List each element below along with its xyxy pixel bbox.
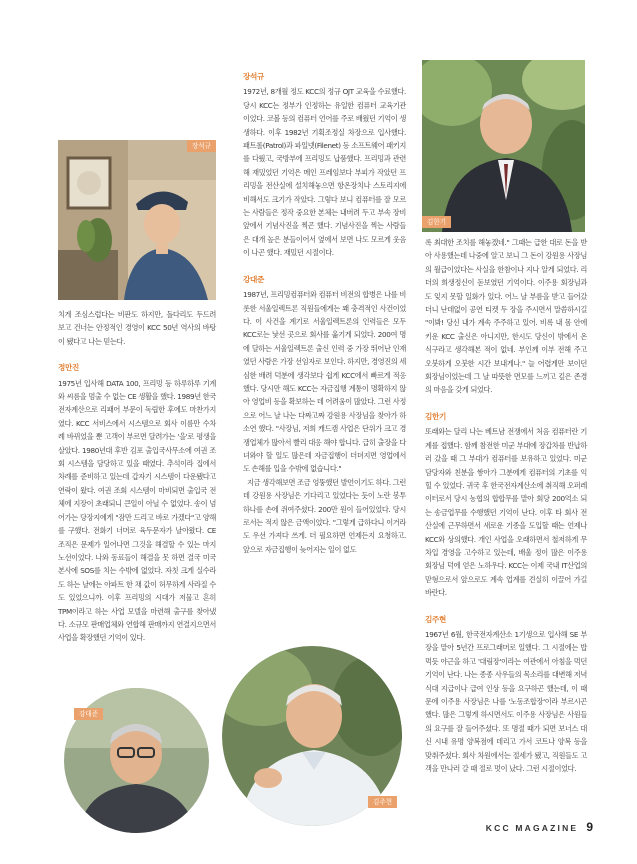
name-heading-jeong: 정만진: [58, 363, 79, 373]
name-heading-jang: 장석규: [243, 72, 264, 81]
magazine-title: KCC MAGAZINE: [485, 823, 579, 833]
caption-kang: 강대준: [74, 708, 103, 720]
caption-kim-hangi: 김한기: [422, 216, 451, 228]
testimonial-kang-part2: 지금 생각해보면 조금 엉뚱했던 발언이기도 하다. 그런데 강원용 사장님은 기다리고 있었다는 듯이 노란 봉투 하나를 손에 쥐여주셨다. 200만 원이 들어있었다. 당시로서는 적지 않은 금액이었다. "그렇게 급하다니 이거라도 우선 가져다 쓰게. 더 필요하면 언제든지 요청하고. 앞으로 자금집행이 늦어지는 일이 없도: [243, 477, 406, 554]
article-column-2: [243, 70, 406, 556]
testimonial-jeong: 1975년 입사해 DATA 100, 프리밍 등 하루하루 기계와 씨름을 멈출 수 없는 CE 생활을 했다. 1989년 한국전자계산으로 리패어 부문이 독립한 후에도 마찬가지였다. KCC 서비스에서 시스템으로 회사 이름만 수차례 바뀌었을 뿐 고객이 부르면 달려가는 '을'로 평생을 살았다. 1980년대 후반 김포 출입국사무소에 여권 조회 시스템을 담당하고 있을 때였다. 추석이라 집에서 차례를 준비하고 있는데 갑자기 시스템이 다운됐다고 연락이 왔다. 여권 조회 시스템이 마비되면 출입국 전체에 지장이 초래되니 큰일이 아닐 수 없었다. 송이 넘어가는 당장지에게 "잠만 드리고 바로 가겠다"고 양해를 구했다. 전화기 너머로 육두문자가 날아왔다. CE 조직은 문제가 일어나면 그것을 해결할 수 있는 마지노선이었다. 나와 동료들이 해결을 못 하면 결국 미국 본사에 SOS를 치는 수밖에 없었다. 자칫 크게 실수라도 하는 날에는 아파트 한 채 값이 허무하게 사라질 수도 있었으니까. 이후 프리밍의 시대가 저물고 흔히 TPM이라고 하는 사업 모델을 마련해 출구를 찾아냈다. 소규모 판매업체와 연합해 판매까지 연결지으면서 사업을 확장했던 기억이 있다.: [58, 378, 216, 643]
testimonial-kang-part1: 1987년, 프리밍컴퓨터와 컴퓨터 비전의 합병은 나를 비롯한 서울일렉트론 직원들에게는 꽤 충격적인 사건이었다. 이 사건을 계기로 서울일렉트론의 인력들은 모두 KCC로는 낯선 곳으로 회사를 옮기게 되었다. 200여 명에 달하는 서울일렉트론 출신 인력 중 가장 뛰어난 인재였던 사람은 가장 선임자로 보인다. 하지만, 경영진의 세심한 배려 덕분에 생각보다 쉽게 KCC에서 빠르게 적응했다. 당시만 해도 KCC는 자금집행 계통이 명확하지 않아 영업비 등을 확보하는 데 어려움이 많았다. 그런 사정으로 어느 날 나는 다짜고짜 강원용 사장님을 찾아가 하소연 했다. "사장님, 저희 캐드캠 사업은 단위가 크고 경쟁업체가 많아서 빨리 대응 해야 합니다. 급히 출장을 다녀와야 할 일도 많은데 자금집행이 더뎌지면 영업에서도 손해를 입을 수밖에 없습니다.": [243, 290, 406, 474]
name-heading-kang: 강대준: [243, 274, 264, 284]
testimonial-kim-juhyun: 1967년 6월, 한국전자계산소 1기생으로 입사해 SE 부장을 맡아 5년간 프로그래머로 일했다. 그 시절에는 밥 먹듯 야근을 하고 '대림장'이라는 여관에서 아침을 먹던 기억이 난다. 나는 종종 사우들의 목소리를 대변해 저녁 식대 지급이나 급여 인상 등을 요구하곤 했는데, 이 때문에 이주용 사장님은 나를 '노동조합장'이라 부르시곤 했다. 많은 그렇게 하시면서도 이주용 사장님은 사원들의 요구를 잘 들어주셨다. 또 명절 때가 되면 보너스 대신 시내 유명 양복점에 데리고 가서 코트나 양복 등을 맞춰주셨다. 회사 차원에서는 절세가 됐고, 직원들도 고객을 만나러 갈 때 절로 멋이 났다. 그런 시절이었다.: [425, 629, 587, 774]
photo-jang-seokgyu: [58, 140, 216, 300]
article-column-1: [58, 308, 216, 645]
portrait-jang-illustration: [58, 140, 216, 300]
testimonial-jang: 1972년, 8개월 정도 KCC의 정규 OJT 교육을 수료했다. 당시 KCC는 정부가 인정하는 유일한 컴퓨터 교육기관이었다. 코볼 등의 컴퓨터 언어를 주로 배웠던 기억이 생생하다. 이후 1982년 기획조정실 차장으로 입사했다. 패트롤(Patrol)과 파일넷(Filenet) 등 소프트웨어 패키지를 다뤘고, 국방부에 프리밍도 납품했다. 프리밍과 관련해 재밌었던 기억은 메인 프레임보다 부피가 작았던 프리밍을 전산실에 설치해놓으면 항온장치나 스토리지에 비해서도 크기가 작았다. 그렇다 보니 컴퓨터를 잘 모르는 사람들은 정작 중요한 본체는 내버려 두고 부속 장비 앞에서 기념사진을 찍곤 했다. 기념사진을 찍는 사람들은 대개 높은 분들이어서 옆에서 보면 나도 모르게 웃음이 나곤 했다. 재밌던 시절이다.: [243, 87, 406, 258]
photo-kim-hangi: [422, 60, 585, 232]
portrait-kim-hangi-illustration: [422, 60, 585, 232]
article-column-3: [425, 236, 587, 775]
name-heading-kim-juhyun: 김주현: [425, 614, 446, 624]
caption-kim-juhyun: 김주현: [368, 796, 397, 808]
page-footer: [486, 820, 593, 834]
testimonial-kang-continued: 록 최대한 조치를 해놓겠네." 그때는 급한 대로 돈을 받아 사용했는데 나중에 알고 보니 그 돈이 강원용 사장님의 월급이었다는 사실을 한참이나 지나 알게 되었다. 리더의 희생정신이 돋보였던 기억이다. 이주용 회장님과도 잊지 못할 일화가 있다. 어느 날 부름을 받고 들어갔더니 난데없이 공연 티켓 두 장을 주시면서 말씀하시길 "이봐! 당신 내가 계속 주주하고 있어. 비록 내 몸 안에 키운 KCC 출신은 아니지만, 한시도 당신이 밖에서 온 식구라고 생각해본 적이 없네. 부인께 이부 전해 주고 오붓하게 오붓한 시간 보내게나." 늘 어렵게만 보이던 회장님이었는데 그 날 따뜻한 면모를 느끼고 깊은 존경의 마음을 갖게 되었다.: [425, 238, 587, 395]
column1-intro: 치게 조심스럽다는 비판도 하지만, 돌다리도 두드려 보고 건너는 안정적인 경영이 KCC 50년 역사의 바탕이 됐다고 나는 믿는다.: [58, 310, 216, 346]
name-heading-kim-hangi: 김한기: [425, 411, 446, 421]
page-number: 9: [586, 820, 593, 834]
caption-jang: 장석규: [187, 140, 216, 152]
testimonial-kim-hangi: 또래와는 달리 나는 베트남 전쟁에서 처음 컴퓨터란 기계를 접했다. 함께 참전한 미군 부대에 장갑차를 반납하러 갔을 때 그 부대가 컴퓨터를 보유하고 있었다. 미군 담당자와 친분을 쌓아가 그분에게 컴퓨터의 기초를 익힐 수 있었다. 귀국 후 한국전자계산소에 취직해 오퍼레이터로서 당시 농협의 합합무를 맡아 회당 200억소 되는 송금업무를 수행했던 기억이 난다. 이후 타 회사 전산실에 근무하면서 새로운 기종을 도입할 때는 언제나 KCC와 상의했다. 개인 사업을 오래하면서 철저하게 무차입 경영을 고수하고 있는데, 배울 정이 많은 이주용 회장님 덕에 얻은 노하우다. KCC는 이제 국내 IT산업의 맏형으로서 앞으로도 계속 업계를 견실히 이끌어 가길 바란다.: [425, 427, 587, 598]
